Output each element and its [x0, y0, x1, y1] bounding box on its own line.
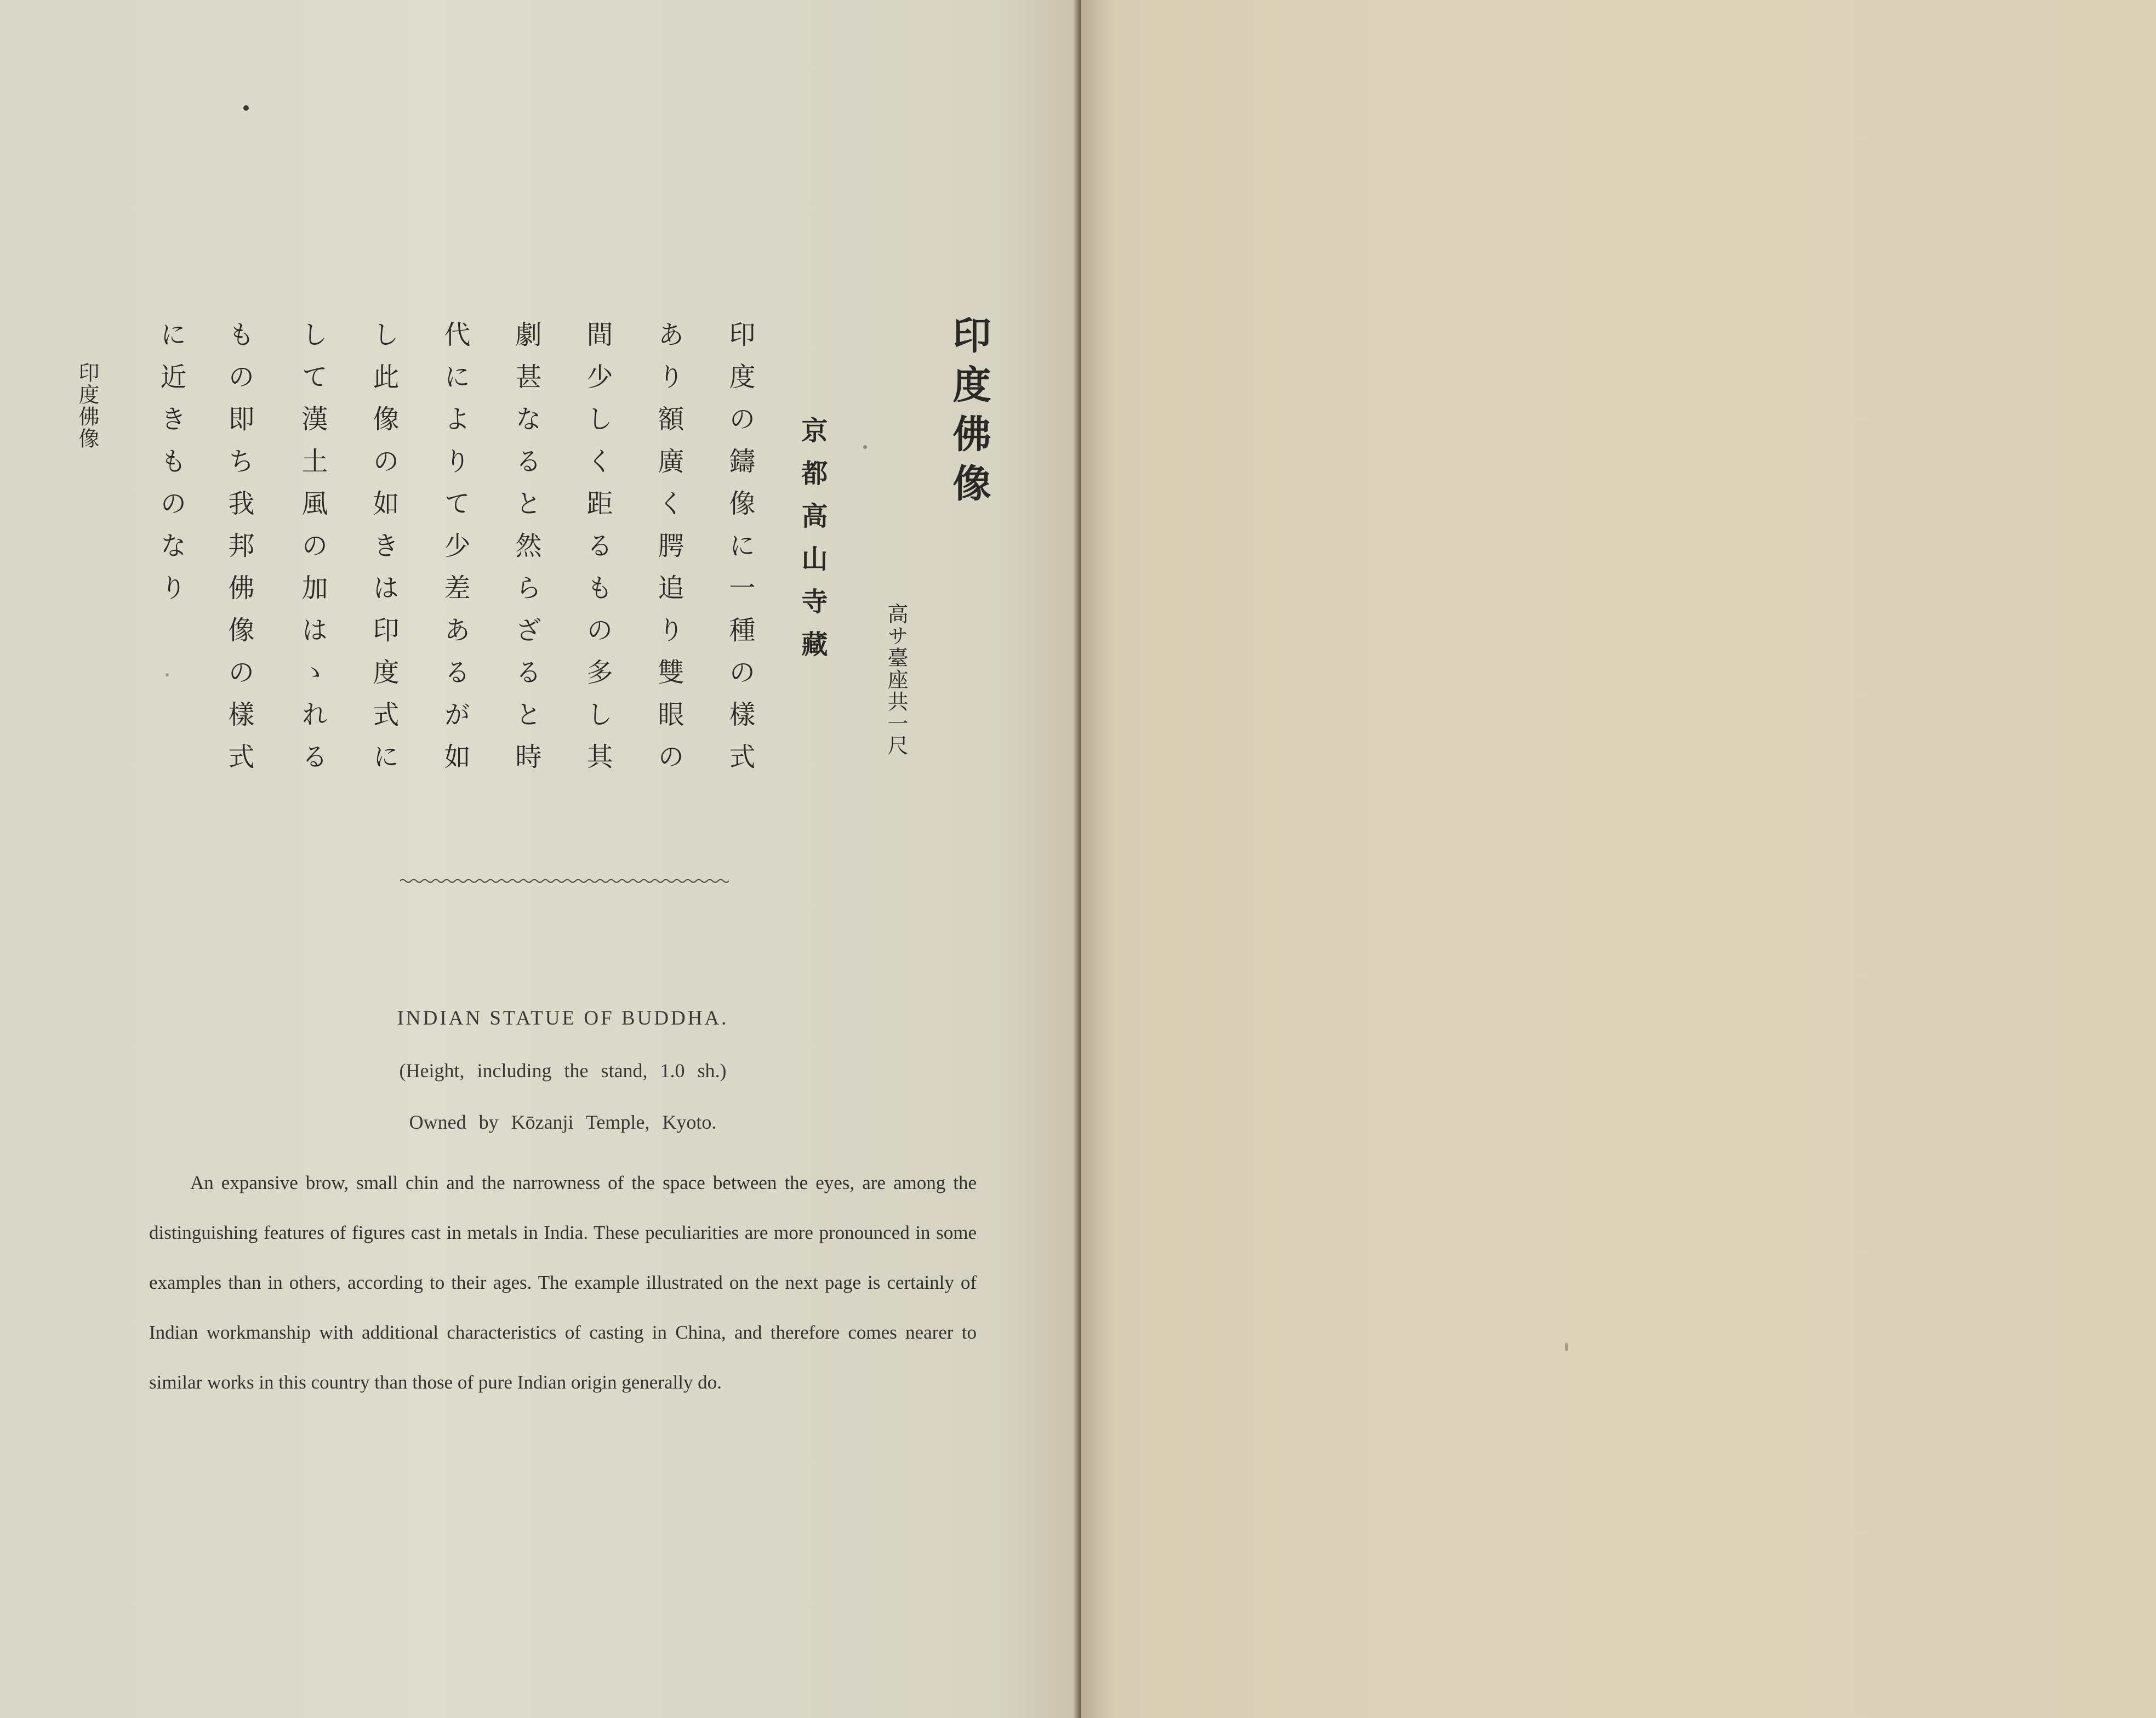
japanese-owner-line: 京都高山寺藏	[797, 417, 828, 673]
japanese-body-line: して漢土風の加はゝれる	[297, 321, 328, 785]
japanese-body-line: 劇甚なると然らざると時	[511, 321, 541, 785]
japanese-title: 印度佛像	[946, 315, 992, 513]
paper-speck	[166, 673, 169, 676]
japanese-height-note: 高サ臺座共一尺	[884, 603, 908, 756]
paper-speck	[1565, 1343, 1568, 1351]
right-page-blank	[1081, 0, 2156, 1718]
japanese-body-line: 印度の鑄像に一種の樣式	[725, 321, 755, 785]
japanese-body-line: に近きものなり	[156, 321, 186, 616]
japanese-body-line: し此像の如きは印度式に	[368, 321, 399, 785]
english-description: An expansive brow, small chin and the narrowness of the space between the eyes, are among the distinguishing features of figures cast in metals in India. These peculiarities are more pronounced in some examples than in others, according to their ages. The example illustrated on the next page is certainly of Indian workmanship with additional characteristics of casting in China, and therefore comes nearer to similar works in this country than those of pure Indian origin generally do.	[149, 1172, 977, 1393]
paper-speck	[243, 105, 249, 111]
english-owner-line: Owned by Kōzanji Temple, Kyoto.	[409, 1111, 717, 1133]
english-title: INDIAN STATUE OF BUDDHA.	[397, 1007, 729, 1029]
japanese-body-line: あり額廣く腭追り雙眼の	[653, 321, 684, 785]
japanese-body-line: 代によりて少差あるが如	[440, 321, 470, 785]
running-head: 印度佛像	[75, 362, 99, 450]
japanese-body-line: もの即ち我邦佛像の樣式	[224, 321, 254, 785]
japanese-body-line: 間少しく距るもの多し其	[582, 321, 613, 785]
english-height-note: (Height, including the stand, 1.0 sh.)	[399, 1060, 727, 1082]
wavy-divider	[400, 877, 729, 885]
paper-speck	[863, 445, 867, 449]
